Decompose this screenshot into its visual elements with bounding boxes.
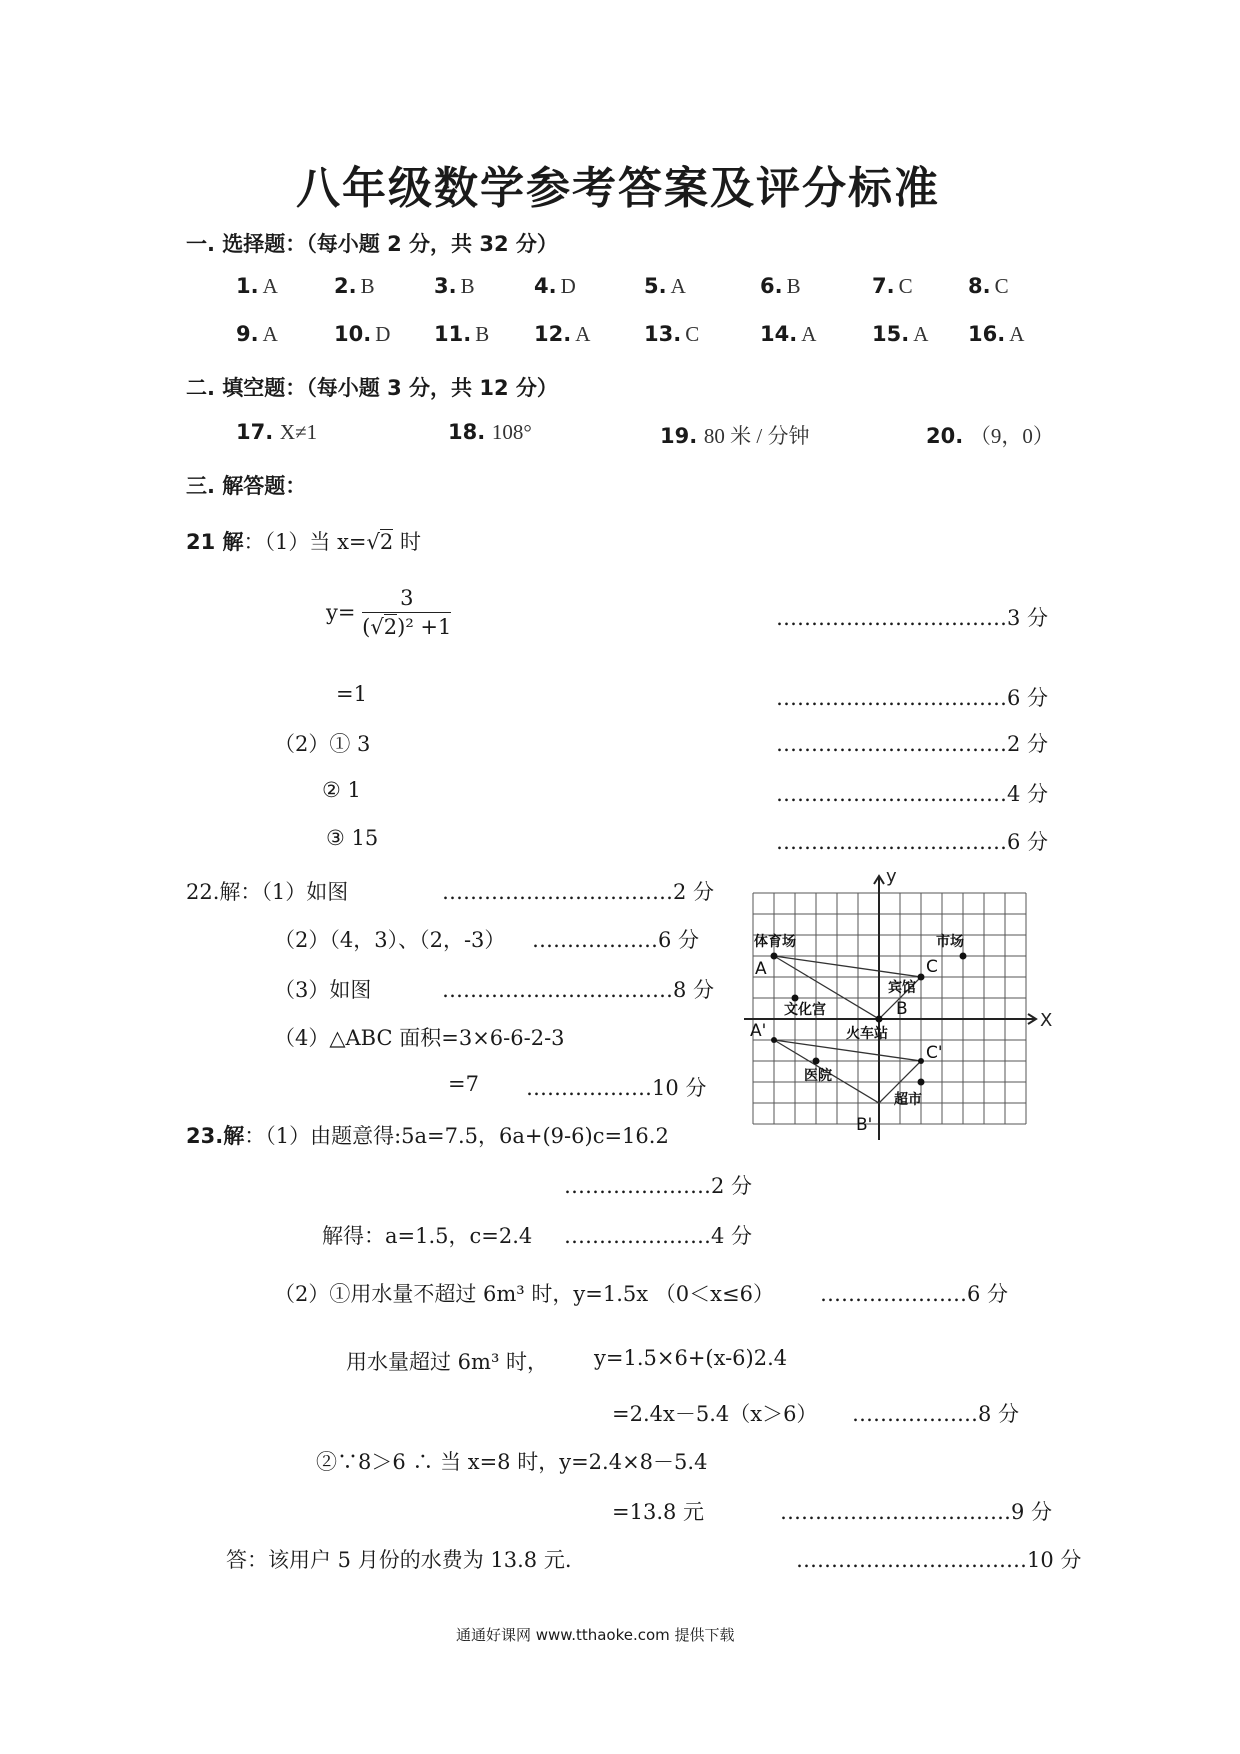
q21-intro-tail: 时 [393, 530, 421, 554]
answer-20-value: （9，0） [969, 424, 1054, 448]
answer-18 [448, 420, 532, 445]
choice-value: A [670, 274, 686, 298]
answer-17-number: 17. [236, 420, 274, 444]
answer-20-number: 20. [926, 424, 964, 448]
q21-fraction-line [326, 586, 451, 639]
choice-number: 6. [760, 274, 783, 298]
choice-answer [434, 274, 475, 299]
choice-value: A [1009, 322, 1025, 346]
q22-line1: 22.解：（1）如图 [186, 880, 349, 904]
section2-heading: 二. 填空题：（每小题 3 分，共 12 分） [186, 376, 558, 400]
answer-19-value: 80 米 / 分钟 [703, 424, 810, 448]
q21-part2a: （2）① 3 [274, 732, 371, 756]
point-a-prime [771, 1037, 777, 1043]
q22-line4: （4）△ABC 面积=3×6-6-2-3 [274, 1026, 565, 1050]
q23-line2: 解得：a=1.5，c=2.4 [322, 1224, 533, 1248]
q22-score-1: ……………………………2 分 [442, 880, 715, 904]
choice-value: C [898, 274, 913, 298]
point-culture [792, 995, 799, 1002]
choice-answer [872, 322, 928, 347]
choice-answer [534, 274, 576, 299]
sqrt-symbol: √ [370, 615, 384, 639]
choice-number: 15. [872, 322, 910, 346]
q21-intro [186, 526, 421, 556]
label-supermarket: 超市 [894, 1092, 922, 1108]
q21-part2c: ③ 15 [326, 826, 379, 850]
y-prefix: y= [326, 600, 356, 625]
label-gym: 体育场 [754, 934, 796, 950]
q23-line6: ②∵8＞6 ∴ 当 x=8 时，y=2.4×8－5.4 [316, 1450, 708, 1474]
q23-score-8: ……………………………10 分 [796, 1548, 1082, 1572]
point-c-prime [918, 1058, 924, 1064]
choice-answer [968, 322, 1024, 347]
label-market: 市场 [936, 934, 964, 950]
q23-score-1: …………………2 分 [564, 1174, 753, 1198]
answer-20 [926, 420, 1054, 450]
q23-score-2: …………………4 分 [564, 1224, 753, 1248]
fraction-denominator: (√2)² +1 [362, 615, 452, 639]
x-axis-label: X [1040, 1010, 1053, 1031]
choice-number: 2. [334, 274, 357, 298]
choice-answer [334, 274, 375, 299]
q22-line3: （3）如图 [274, 978, 372, 1002]
fraction [362, 586, 451, 639]
label-a: A [755, 959, 767, 979]
choice-number: 9. [236, 322, 259, 346]
q23-score-3: …………………6 分 [820, 1282, 1009, 1306]
footer-credit: 通通好课网 www.tthaoke.com 提供下载 [456, 1626, 735, 1644]
q23-line8: 答：该用户 5 月份的水费为 13.8 元. [226, 1548, 572, 1572]
choice-answer [760, 274, 801, 299]
choice-value: A [575, 322, 591, 346]
q21-intro-text: ：（1）当 x= [243, 530, 367, 554]
choice-answer [644, 274, 686, 299]
choice-answer [334, 322, 390, 347]
coordinate-figure [736, 868, 1060, 1150]
choice-answer [534, 322, 590, 347]
q21-score-3: ……………………………2 分 [776, 732, 1049, 756]
label-b-prime: B' [856, 1115, 873, 1135]
choice-number: 10. [334, 322, 372, 346]
answer-19 [660, 420, 809, 450]
answer-19-number: 19. [660, 424, 698, 448]
choice-number: 8. [968, 274, 991, 298]
q23-label: 23.解 [186, 1124, 245, 1148]
q21-score-5: ……………………………6 分 [776, 830, 1049, 854]
q22-score-2: ………………6 分 [532, 928, 700, 952]
label-b: B [896, 999, 908, 1019]
label-c-prime: C' [926, 1043, 943, 1063]
choice-number: 3. [434, 274, 457, 298]
q23-line3: （2）①用水量不超过 6m³ 时，y=1.5x （0＜x≤6） [274, 1282, 774, 1306]
choice-value: A [913, 322, 929, 346]
q22-score-5: ………………10 分 [526, 1076, 707, 1100]
choice-value: A [262, 274, 278, 298]
answer-17-value: X≠1 [279, 420, 318, 444]
q21-part2b: ② 1 [322, 778, 361, 802]
q23-line1 [186, 1120, 669, 1150]
label-hotel: 宾馆 [888, 980, 916, 996]
choice-answer [644, 322, 699, 347]
section3-heading: 三. 解答题： [186, 474, 307, 498]
q23-line4: 用水量超过 6m³ 时， [346, 1350, 549, 1374]
sqrt-argument: 2 [379, 530, 394, 554]
point-station [876, 1016, 883, 1023]
choice-number: 1. [236, 274, 259, 298]
choice-answer [760, 322, 816, 347]
q23-line4b: y=1.5×6+(x-6)2.4 [594, 1346, 788, 1370]
point-gym [771, 953, 778, 960]
choice-number: 7. [872, 274, 895, 298]
q23-score-7: ……………………………9 分 [780, 1500, 1053, 1524]
choice-number: 5. [644, 274, 667, 298]
label-culture: 文化宫 [784, 1002, 826, 1018]
sqrt-symbol: √ [366, 530, 380, 554]
choice-value: B [360, 274, 375, 298]
choice-answer [236, 274, 278, 299]
choice-number: 11. [434, 322, 472, 346]
choice-value: B [475, 322, 490, 346]
choice-value: B [786, 274, 801, 298]
q23-line7: =13.8 元 [612, 1500, 705, 1524]
choice-answer [236, 322, 278, 347]
fraction-numerator: 3 [362, 586, 451, 613]
point-hospital [813, 1058, 820, 1065]
q21-eq1: =1 [336, 682, 367, 706]
q21-score-1: ……………………………3 分 [776, 606, 1049, 630]
choice-value: D [560, 274, 576, 298]
choice-number: 13. [644, 322, 682, 346]
label-station: 火车站 [846, 1026, 888, 1042]
q21-score-2: ……………………………6 分 [776, 686, 1049, 710]
label-c: C [926, 957, 938, 977]
choice-number: 12. [534, 322, 572, 346]
sqrt-argument: 2 [383, 615, 398, 639]
point-hotel [918, 974, 925, 981]
q23-line1-text: ：（1）由题意得:5a=7.5，6a+(9-6)c=16.2 [244, 1124, 669, 1148]
page-title: 八年级数学参考答案及评分标准 [296, 163, 940, 214]
choice-value: B [460, 274, 475, 298]
y-axis-label: y [886, 868, 897, 887]
choice-value: A [801, 322, 817, 346]
choice-number: 16. [968, 322, 1006, 346]
section1-heading: 一. 选择题：（每小题 2 分，共 32 分） [186, 232, 558, 256]
q23-score-5: ………………8 分 [852, 1402, 1020, 1426]
answer-18-value: 108° [491, 420, 532, 444]
choice-number: 14. [760, 322, 798, 346]
choice-number: 4. [534, 274, 557, 298]
choice-value: C [685, 322, 700, 346]
answer-18-number: 18. [448, 420, 486, 444]
q21-label: 21 解 [186, 530, 244, 554]
label-hospital: 医院 [804, 1068, 832, 1084]
point-supermarket [918, 1079, 925, 1086]
q22-line5: =7 [448, 1072, 479, 1096]
q22-line2: （2）（4，3）、（2，-3） [274, 928, 506, 952]
choice-value: C [994, 274, 1009, 298]
choice-value: A [262, 322, 278, 346]
choice-answer [872, 274, 913, 299]
q21-score-4: ……………………………4 分 [776, 782, 1049, 806]
choice-value: D [375, 322, 391, 346]
q23-line5: =2.4x－5.4（x＞6） [612, 1402, 818, 1426]
label-a-prime: A' [750, 1021, 767, 1041]
answer-17 [236, 420, 317, 445]
choice-answer [968, 274, 1009, 299]
q22-score-3: ……………………………8 分 [442, 978, 715, 1002]
point-market [960, 953, 967, 960]
choice-answer [434, 322, 489, 347]
